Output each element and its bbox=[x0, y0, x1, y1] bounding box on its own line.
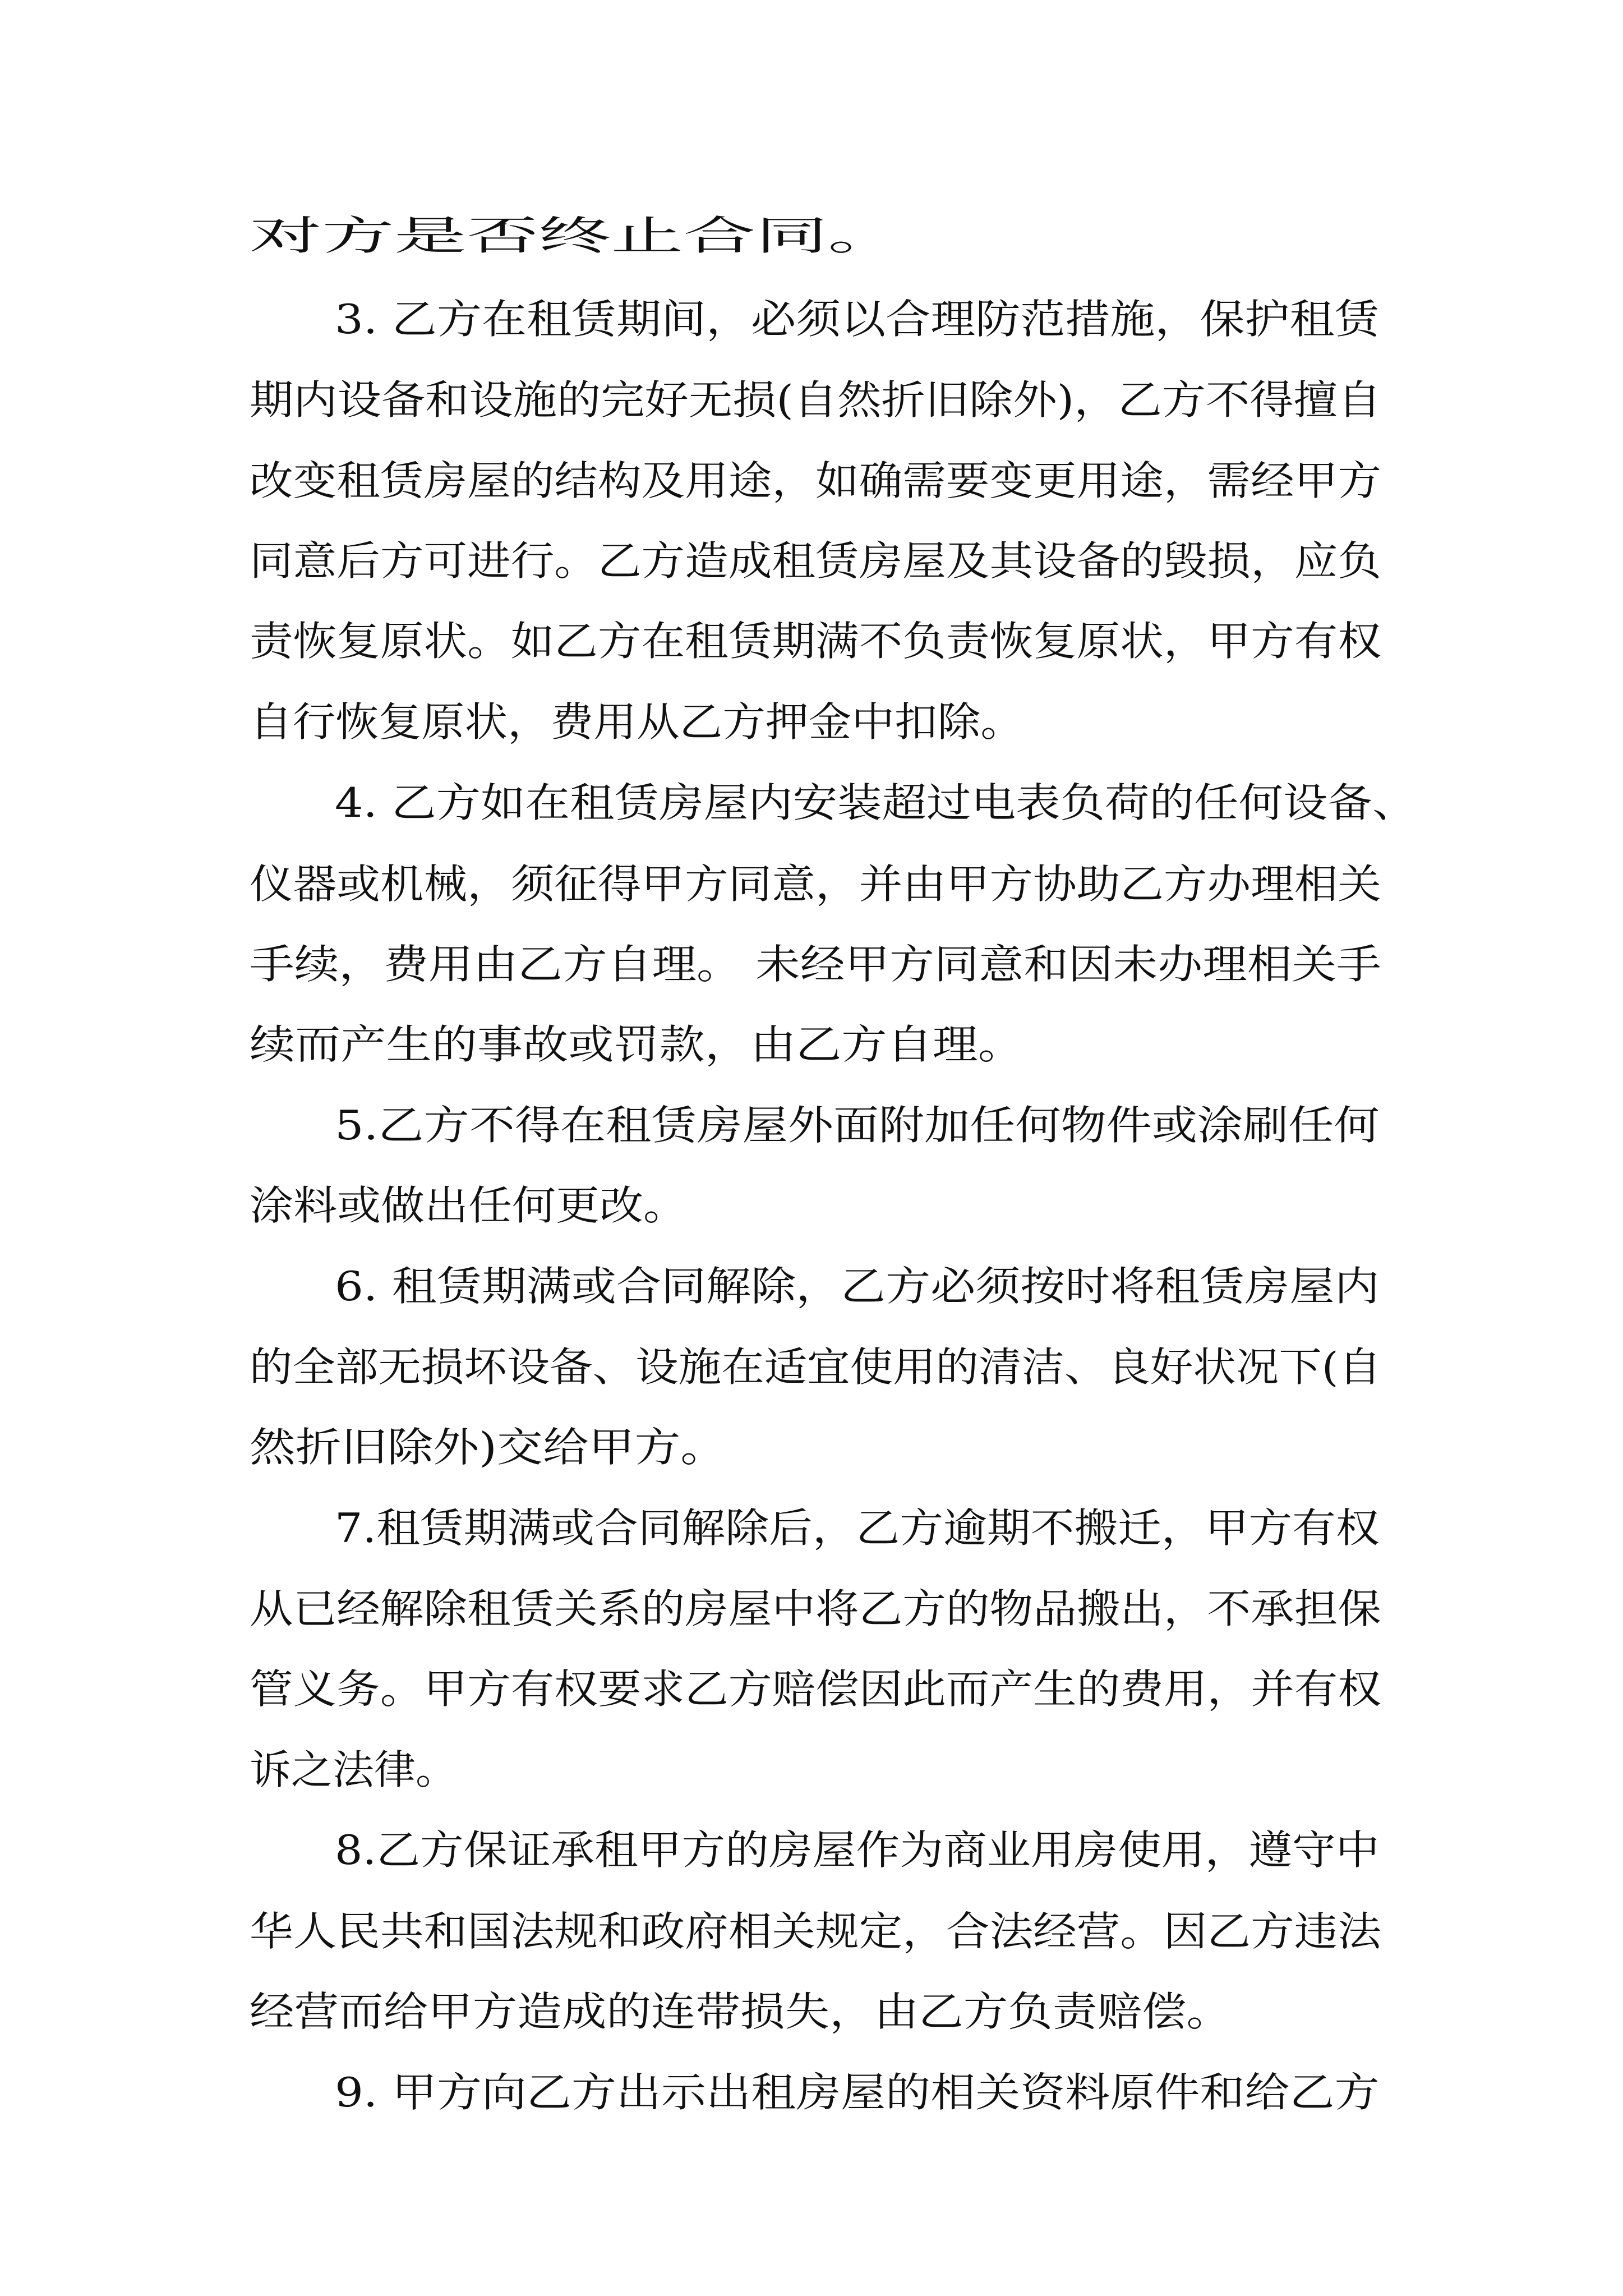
text-line: 对方是否终止合同。 bbox=[250, 212, 901, 259]
text-line: 责恢复原状。如乙方在租赁期满不负责恢复原状，甲方有权 bbox=[250, 618, 1382, 665]
text-line: 8.乙方保证承租甲方的房屋作为商业用房使用，遵守中 bbox=[335, 1826, 1380, 1874]
text-line: 9. 甲方向乙方出示出租房屋的相关资料原件和给乙方 bbox=[335, 2069, 1380, 2116]
text-line: 管义务。甲方有权要求乙方赔偿因此而产生的费用，并有权 bbox=[250, 1665, 1382, 1713]
text-line: 经营而给甲方造成的连带损失，由乙方负责赔偿。 bbox=[250, 1988, 1232, 2035]
text-line: 然折旧除外)交给甲方。 bbox=[250, 1424, 727, 1471]
text-line: 同意后方可进行。乙方造成租赁房屋及其设备的毁损，应负 bbox=[250, 537, 1382, 585]
text-line: 期内设备和设施的完好无损(自然折旧除外)，乙方不得擅自 bbox=[250, 376, 1382, 424]
text-line: 改变租赁房屋的结构及用途，如确需要变更用途，需经甲方 bbox=[250, 457, 1382, 504]
text-line: 3. 乙方在租赁期间，必须以合理防范措施，保护租赁 bbox=[335, 296, 1380, 343]
text-line: 仪器或机械，须征得甲方同意，并由甲方协助乙方办理相关 bbox=[250, 861, 1382, 908]
text-line: 手续，费用由乙方自理。 未经甲方同意和因未办理相关手 bbox=[250, 941, 1381, 988]
text-line: 续而产生的事故或罚款，由乙方自理。 bbox=[250, 1021, 1024, 1068]
text-line: 6. 租赁期满或合同解除，乙方必须按时将租赁房屋内 bbox=[335, 1263, 1380, 1310]
text-line: 4. 乙方如在租赁房屋内安装超过电表负荷的任何设备、 bbox=[335, 779, 1417, 826]
text-line: 5.乙方不得在租赁房屋外面附加任何物件或涂刷任何 bbox=[335, 1102, 1380, 1149]
text-line: 华人民共和国法规和政府相关规定，合法经营。因乙方违法 bbox=[250, 1908, 1382, 1955]
text-line: 诉之法律。 bbox=[250, 1746, 458, 1793]
text-line: 自行恢复原状，费用从乙方押金中扣除。 bbox=[250, 698, 1024, 746]
text-line: 的全部无损坏设备、设施在适宜使用的清洁、良好状况下(自 bbox=[250, 1343, 1382, 1391]
text-line: 7.租赁期满或合同解除后，乙方逾期不搬迁，甲方有权 bbox=[335, 1504, 1380, 1552]
text-line: 从已经解除租赁关系的房屋中将乙方的物品搬出，不承担保 bbox=[250, 1585, 1382, 1632]
text-line: 涂料或做出任何更改。 bbox=[250, 1182, 688, 1229]
